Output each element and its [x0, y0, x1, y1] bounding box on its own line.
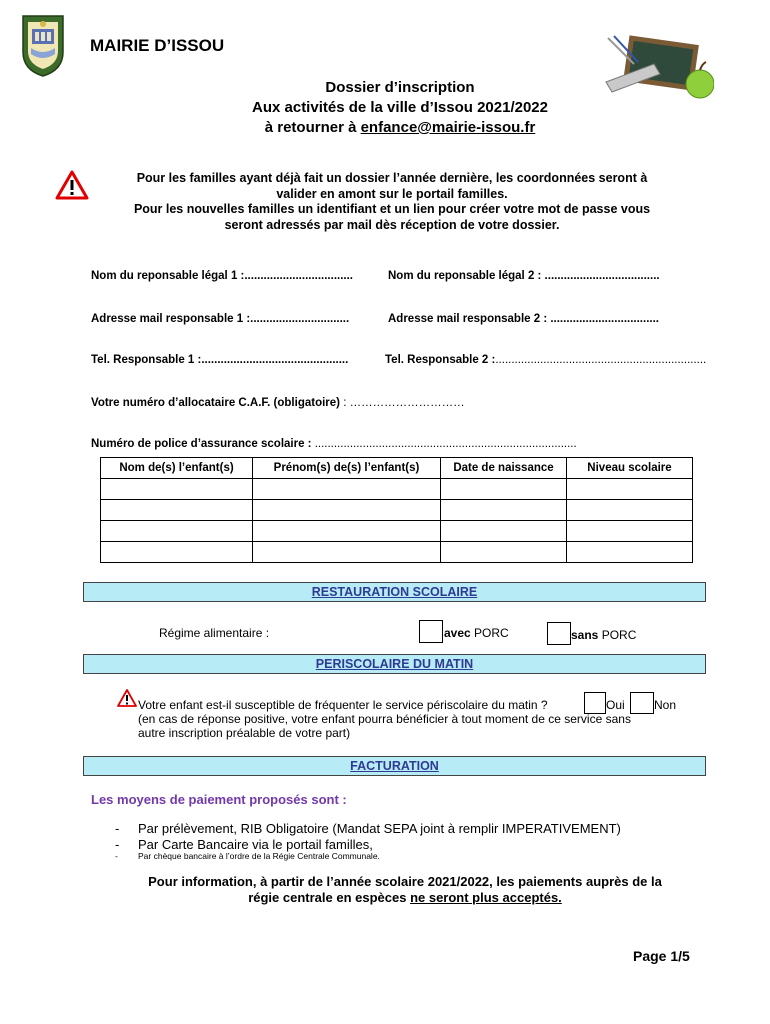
notice-line-1: Pour les familles ayant déjà fait un dossier l’année dernière, les coordonnées seront à [136, 171, 648, 185]
oui-checkbox[interactable] [584, 692, 606, 714]
insurance-dots: .................................................................................. [311, 438, 577, 450]
title-line-2: Aux activités de la ville d’Issou 2021/2022 [252, 99, 548, 116]
return-prefix: à retourner à [264, 119, 361, 136]
table-cell[interactable] [101, 542, 253, 563]
avec-porc-checkbox[interactable] [419, 620, 443, 643]
notice-line-2: valider en amont sur le portail familles. [276, 186, 508, 201]
resp1-mail-field[interactable]: Adresse mail responsable 1 :............................... [91, 313, 350, 325]
warning-icon [55, 170, 89, 200]
table-row [101, 521, 693, 542]
table-row [101, 500, 693, 521]
title-line-1: Dossier d’inscription [325, 79, 475, 96]
table-row [101, 542, 693, 563]
table-cell[interactable] [567, 521, 693, 542]
table-cell[interactable] [567, 500, 693, 521]
table-row [101, 479, 693, 500]
resp2-name-field[interactable]: Nom du reponsable légal 2 : .................................... [388, 270, 660, 282]
col-header-date: Date de naissance [441, 458, 567, 479]
issou-crest-logo [17, 12, 69, 78]
periscolaire-banner: PERISCOLAIRE DU MATIN [83, 654, 706, 674]
page-number: Page 1/5 [633, 948, 690, 964]
notice-line-4: seront adressés par mail dès réception de votre dossier. [224, 217, 560, 232]
non-checkbox[interactable] [630, 692, 654, 714]
table-cell[interactable] [567, 479, 693, 500]
notice-text [92, 171, 692, 233]
payment-info-line-1: Pour information, à partir de l’année scolaire 2021/2022, les paiements auprès de la [148, 874, 662, 889]
payment-info-line-2 [95, 890, 715, 906]
col-header-niveau: Niveau scolaire [567, 458, 693, 479]
resp1-tel-field[interactable]: Tel. Responsable 1 :.............................................. [91, 354, 349, 366]
restauration-banner: RESTAURATION SCOLAIRE [83, 582, 706, 602]
list-bullet: - [115, 851, 118, 861]
resp2-tel-field[interactable] [385, 354, 706, 366]
col-header-prenom: Prénom(s) de(s) l’enfant(s) [253, 458, 441, 479]
resp2-mail-field[interactable]: Adresse mail responsable 2 : .................................. [388, 313, 659, 325]
table-cell[interactable] [441, 479, 567, 500]
avec-rest: PORC [470, 626, 509, 640]
periscolaire-question: Votre enfant est-il susceptible de fréquenter le service périscolaire du matin ? [138, 698, 548, 712]
payment-item-carte: Par Carte Bancaire via le portail familles, [138, 837, 373, 852]
resp1-name-field[interactable]: Nom du reponsable légal 1 :.................................. [91, 270, 353, 282]
mairie-title: MAIRIE D’ISSOU [90, 36, 225, 55]
table-cell[interactable] [101, 521, 253, 542]
sans-porc-label [571, 628, 636, 642]
table-cell[interactable] [253, 500, 441, 521]
insurance-label: Numéro de police d’assurance scolaire : [91, 438, 312, 450]
resp2-tel-label: Tel. Responsable 2 : [385, 354, 496, 366]
sans-bold: sans [571, 628, 599, 642]
payment-methods-title: Les moyens de paiement proposés sont : [91, 792, 347, 807]
document-title-block [160, 78, 640, 138]
warning-icon [117, 689, 137, 707]
table-cell[interactable] [567, 542, 693, 563]
table-cell[interactable] [253, 521, 441, 542]
regime-label: Régime alimentaire : [159, 626, 270, 640]
periscolaire-note-line-2: autre inscription préalable de votre part) [138, 726, 351, 740]
notice-line-3: Pour les nouvelles familles un identifiant et un lien pour créer votre mot de passe vous [133, 202, 651, 216]
sans-rest: PORC [598, 628, 637, 642]
list-bullet: - [115, 821, 120, 836]
contact-email-link[interactable]: enfance@mairie-issou.fr [360, 119, 536, 136]
payment-info-block [95, 874, 715, 906]
payment-item-prelevement: Par prélèvement, RIB Obligatoire (Mandat SEPA joint à remplir IMPERATIVEMENT) [138, 821, 621, 836]
caf-label: Votre numéro d’allocataire C.A.F. (obligatoire) [91, 397, 340, 409]
payment-info-prefix: régie centrale en espèces [248, 890, 411, 905]
title-line-3 [160, 118, 640, 138]
avec-bold: avec [444, 626, 471, 640]
insurance-number-field[interactable] [91, 438, 577, 450]
resp2-tel-dots: .................................................................. [495, 354, 707, 366]
periscolaire-note-line-1: (en cas de réponse positive, votre enfant pourra bénéficier à tout moment de ce service sans [138, 712, 631, 726]
table-cell[interactable] [101, 479, 253, 500]
payment-info-underlined: ne seront plus acceptés. [410, 890, 562, 905]
col-header-nom: Nom de(s) l’enfant(s) [101, 458, 253, 479]
payment-item-cheque: Par chèque bancaire à l’ordre de la Régie Centrale Communale. [138, 851, 380, 861]
table-cell[interactable] [441, 500, 567, 521]
table-cell[interactable] [441, 542, 567, 563]
children-table [100, 457, 693, 563]
facturation-banner: FACTURATION [83, 756, 706, 776]
oui-label: Oui [606, 698, 625, 712]
table-cell[interactable] [253, 542, 441, 563]
table-cell[interactable] [101, 500, 253, 521]
sans-porc-checkbox[interactable] [547, 622, 571, 645]
non-label: Non [654, 698, 677, 712]
table-header-row [101, 458, 693, 479]
caf-number-field[interactable] [91, 397, 465, 409]
table-cell[interactable] [253, 479, 441, 500]
caf-dots: : ………………………… [340, 397, 465, 409]
table-cell[interactable] [441, 521, 567, 542]
avec-porc-label [444, 626, 509, 640]
list-bullet: - [115, 837, 120, 852]
